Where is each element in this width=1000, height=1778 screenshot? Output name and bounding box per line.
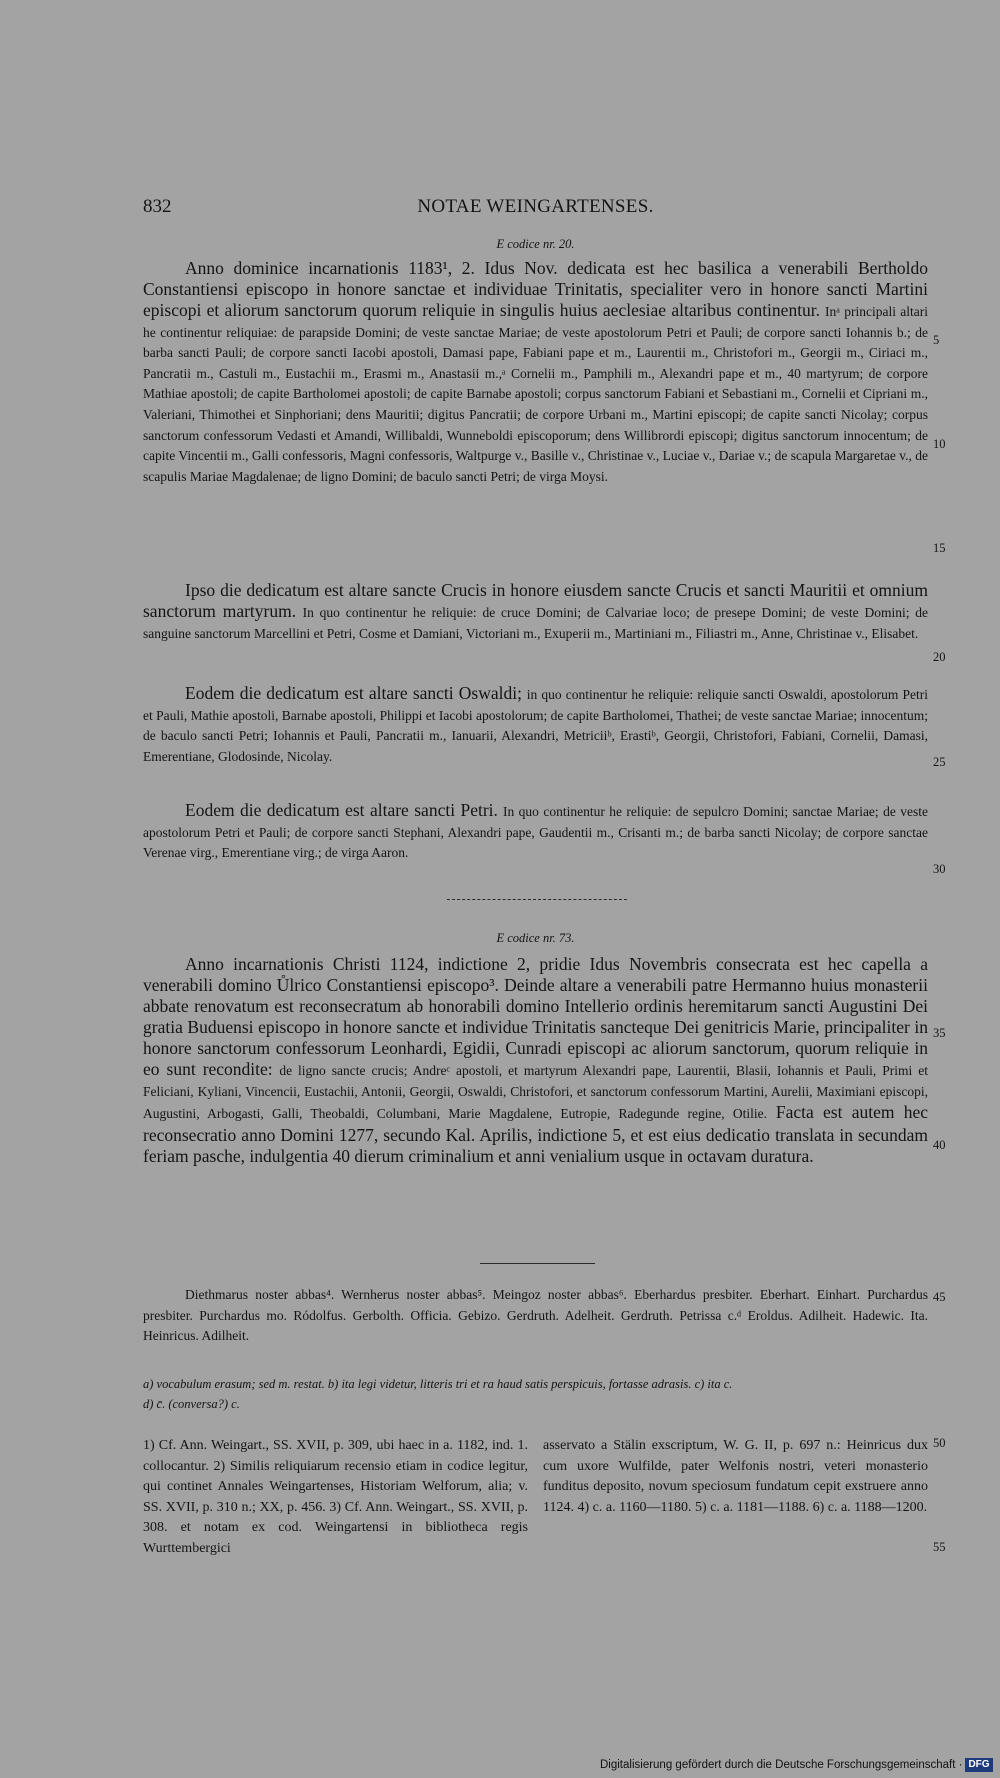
paragraph-5-relics: de ligno sancte crucis; Andreᶜ apostoli, et martyrum Alexandri pape, Laurentii, Blasii, Iohannis et Pauli, Primi et Feliciani, Kyliani, Vincencii, Eustachii, Antonii, Georgii, Oswaldi, Christofori, et sanctorum confessorum Martini, Aurelii, Maximiani episcopi, Augustini, Arbogasti, Galli, Theobaldi, Columbani, Marie Magdalene, Eutropie, Radegunde regine, Otilie. (143, 1063, 929, 1122)
apparatus-line-1: a) vocabulum erasum; sed m. restat. b) ita legi videtur, litteris tri et ra haud satis perspicuis, fortasse adrasis. c) ita c. (143, 1377, 733, 1391)
line-number: 45 (933, 1290, 946, 1304)
footnotes-left-text: 1) Cf. Ann. Weingart., SS. XVII, p. 309, ubi haec in a. 1182, ind. 1. collocantur. 2) Similis reliquiarum recensio etiam in codice legitur, qui continet Annales Weingartenses, Historiam Welforum, alia; v. SS. XVII, p. 310 n.; XX, p. 456. 3) Cf. Ann. Weingart., SS. XVII, p. 308. et notam ex cod. Weingartensi in bibliotheca regis Wurttembergici (143, 1438, 528, 1556)
paragraph-1 (143, 258, 928, 487)
line-number: 55 (933, 1540, 946, 1554)
line-number: 20 (933, 650, 946, 664)
line-number: 10 (933, 437, 946, 451)
line-number: 35 (933, 1026, 946, 1040)
source-heading-1: E codice nr. 20. (496, 237, 575, 251)
source-heading-2: E codice nr. 73. (496, 931, 575, 945)
running-title: NOTAE WEINGARTENSES. (417, 196, 654, 217)
dfg-logo: DFG (965, 1758, 992, 1772)
paragraph-5 (143, 954, 928, 1167)
paragraph-1-relics: Inᵃ principali altari he continentur reliquiae: de parapside Domini; de veste sanctae Mariae; de veste apostolorum Petri et Pauli; de corpore sancti Iohannis b.; de barba sancti Pauli; de corpore sancti Iacobi apostoli, Damasi pape, Fabiani pape et m., Laurentii m., Christofori m., Georgii m., Ciriaci m., Pancratii m., Castuli m., Eustachii m., Erasmi m., Anastasii m.,ᵃ Cornelii m., Pamphili m., Alexandri pape et m., 40 martyrum; de corpore Mathiae apostoli; de capite Bartholomei apostoli; de capite Barnabe apostoli; corpus sanctorum Fabiani et Sebastiani m., Cornelii et Cipriani m., Valeriani, Thimothei et Sinphoriani; dens Mauritii; digitus Pancratii; de corpore Urbani m., Martini episcopi; de capite sancti Nicolay; corpus sanctorum confessorum Vedasti et Amandi, Willibaldi, Wunneboldi episcoporum; dens Willibrordi episcopi; digitus sanctorum innocentum; de capite Vincentii m., Galli confessoris, Magni confessoris, Waltpurge v., Basille v., Christinae v., Luciae v., Dariae v.; de scapula Margaretae v., de scapulis Mariae Magdalenae; de ligno Domini; de baculo sancti Petri; de virga Moysi. (143, 304, 928, 484)
apparatus-line-2: d) c̄. (conversa?) c. (143, 1397, 240, 1411)
footnotes-right-text: asservato a Stälin exscriptum, W. G. II, p. 697 n.: Heinricus dux cum uxore Wulfilde, pater Welfonis nostri, veteri monasterio funditus deposito, novum speciosum fundatum cepit exstruere anno 1124. 4) c. a. 1160—1180. 5) c. a. 1181—1188. 6) c. a. 1188—1200. (543, 1438, 928, 1515)
paragraph-5-main: Anno incarnationis Christi 1124, indictione 2, pridie Idus Novembris consecrata est hec capella a venerabili domino Ůlrico Constantiensi episcopo³. Deinde altare a venerabili patre Hermanno huius monasterii abbate renovatum est reconsecratum ab honorabili domino Intellerio ordinis heremitarum sancti Augustini Dei gratia Buduensi episcopo in honore sancte et individue Trinitatis sancteque Dei genitricis Marie, principaliter in honore sanctorum confessorum Leonhardi, Egidii, Cunradi episcopi ac aliorum sanctorum, quorum reliquie in eo sunt recondite: (143, 954, 928, 1079)
dfg-funding-banner (600, 1758, 998, 1774)
names-list (143, 1285, 928, 1347)
line-number: 30 (933, 862, 946, 876)
page-number: 832 (143, 196, 172, 217)
divider-before-names (480, 1263, 595, 1264)
footnotes-right-column (543, 1436, 928, 1518)
paragraph-4-main: Eodem die dedicatum est altare sancti Petri. (185, 800, 498, 820)
paragraph-1-main: Anno dominice incarnationis 1183¹, 2. Idus Nov. dedicata est hec basilica a venerabili Bertholdo Constantiensi episcopo in honore sanctae et individuae Trinitatis, specialiter vero in honore sancti Martini episcopi et aliorum sanctorum quorum reliquie in singulis huius aeclesiae altaribus continentur. (143, 258, 928, 320)
page-header (143, 196, 928, 222)
paragraph-2-main: Ipso die dedicatum est altare sancte Crucis in honore eiusdem sancte Crucis et sancti Mauritii et omnium sanctorum martyrum. (143, 580, 928, 621)
names-list-text: Diethmarus noster abbas⁴. Wernherus noster abbas⁵. Meingoz noster abbas⁶. Eberhardus presbiter. Eberhart. Einhart. Purchardus presbiter. Purchardus mo. Ródolfus. Gerbolth. Officia. Gebizo. Gerdruth. Adelheit. Gerdruth. Petrissa c.ᵈ Eroldus. Adilheit. Hadewic. Ita. Heinricus. Adilheit. (143, 1287, 928, 1344)
line-number: 50 (933, 1436, 946, 1450)
line-number: 25 (933, 755, 946, 769)
paragraph-2 (143, 580, 928, 644)
paragraph-2-relics: In quo continentur he reliquie: de cruce Domini; de Calvariae loco; de presepe Domini; de veste Domini; de sanguine sanctorum Marcellini et Petri, Cosme et Damiani, Victoriani m., Exuperii m., Martiniani m., Filiastri m., Anne, Christinae v., Elisabet. (143, 605, 929, 641)
section-divider (447, 899, 627, 900)
paragraph-3-relics: in quo continentur he reliquie: reliquie sancti Oswaldi, apostolorum Petri et Pauli, Mathie apostoli, Barnabe apostoli, Philippi et Iacobi apostolorum; de capite Bartholomei, Thathei; de veste sanctae Mariae; innocentum; de baculo sancti Petri; Iohannis et Pauli, Pancratii m., Ianuarii, Alexandri, Metriciiᵇ, Erastiᵇ, Georgii, Christofori, Fabiani, Cornelii, Damasi, Emerentiane, Glodosinde, Nicolay. (143, 687, 929, 764)
line-number: 40 (933, 1138, 946, 1152)
footnotes-left-column (143, 1436, 528, 1559)
paragraph-5-reconsecration: Facta est autem hec reconsecratio anno Domini 1277, secundo Kal. Aprilis, indictione 5, et est eius dedicatio translata in secundam feriam pasche, indulgentia 40 dierum criminalium et anni venialium usque in octavam duratura. (143, 1102, 928, 1166)
paragraph-4 (143, 800, 928, 864)
dfg-banner-text: Digitalisierung gefördert durch die Deutsche Forschungsgemeinschaft · (600, 1759, 963, 1772)
critical-apparatus (143, 1374, 928, 1414)
line-number: 15 (933, 541, 946, 555)
paragraph-4-relics: In quo continentur he reliquie: de sepulcro Domini; sanctae Mariae; de veste apostolorum Petri et Pauli; de corpore sancti Stephani, Alexandri pape, Gaudentii m., Crisanti m.; de barba sancti Nicolay; de corpore sanctae Verenae virg., Emerentiane virg.; de virga Aaron. (143, 804, 929, 861)
paragraph-3-main: Eodem die dedicatum est altare sancti Oswaldi; (185, 683, 522, 703)
line-number: 5 (933, 333, 940, 347)
paragraph-3 (143, 683, 928, 767)
